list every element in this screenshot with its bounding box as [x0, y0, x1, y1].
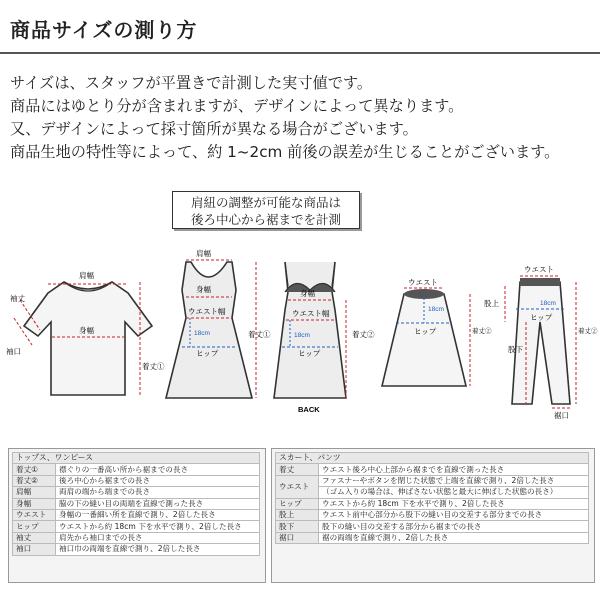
dress-kitake1-label: 着丈①: [248, 330, 271, 339]
back-label: BACK: [298, 405, 320, 414]
sodetake-label: 袖丈: [10, 294, 25, 303]
table-row: （ゴム入りの場合は、伸ばさない状態と最大に伸ばした状態の長さ）: [276, 487, 589, 498]
sodeguchi-label: 袖口: [6, 347, 21, 356]
table-row: 身幅 脇の下の縫い目の両端を直線で測った長さ: [13, 498, 260, 509]
table-row: 着丈 ウエスト後ろ中心上部から裾までを直線で測った長さ: [276, 464, 589, 475]
intro-text: [10, 72, 559, 164]
note-line: 後ろ中心から裾までを計測: [190, 212, 341, 227]
shoulder-strap-note: [172, 191, 360, 229]
skirt-hip-label: ヒップ: [414, 327, 437, 336]
tops-table-header: トップス、ワンピース: [13, 453, 260, 464]
strap-hip-label: ヒップ: [298, 349, 321, 358]
pants-matashita-label: 股下: [508, 345, 523, 354]
table-row: 着丈② 後ろ中心から裾までの長さ: [13, 475, 260, 486]
dress-hip-label: ヒップ: [196, 349, 219, 358]
skirt-diagram: [382, 278, 492, 386]
table-row: ウエスト ファスナーやボタンを閉じた状態で上端を直線で測り、2倍した長さ: [276, 475, 589, 486]
dress-katahaba-label: 肩幅: [196, 249, 211, 258]
strap-kitake2-label: 着丈②: [352, 330, 375, 339]
table-row: ヒップ ウエストから約 18cm 下を水平で測り、2倍した長さ: [276, 498, 589, 509]
table-row: 股下 股下の縫い目の交差する部分から裾までの長さ: [276, 521, 589, 532]
dress-west-label: ウエスト幅: [188, 307, 226, 316]
intro-line: サイズは、スタッフが平置きで計測した実寸値です。: [10, 74, 373, 92]
measurement-diagrams: [0, 238, 600, 428]
kitake1-label: 着丈①: [142, 362, 165, 371]
pants-kitake-label: 着丈②: [578, 328, 598, 335]
dress-diagram: [166, 248, 271, 398]
pants-hip-label: ヒップ: [530, 313, 553, 322]
katahaba-label: 肩幅: [79, 271, 94, 280]
skirt-kitake-label: 着丈②: [472, 328, 492, 335]
pants-18cm-label: 18cm: [540, 300, 556, 307]
bottoms-table-header: スカート、パンツ: [276, 453, 589, 464]
table-row: 裾口 裾の両端を直線で測り、2倍した長さ: [276, 532, 589, 543]
intro-line: 又、デザインによって採寸箇所が異なる場合がございます。: [10, 120, 418, 138]
pants-susoguchi-label: 裾口: [554, 411, 569, 420]
skirt-18cm-label: 18cm: [428, 306, 444, 313]
table-row: 袖丈 肩先から袖口までの長さ: [13, 532, 260, 543]
pants-diagram: [484, 265, 598, 420]
strap-dress-diagram: [274, 262, 375, 414]
bottoms-measurement-table: [275, 452, 589, 544]
note-line: 肩紐の調整が可能な商品は: [190, 195, 341, 210]
skirt-west-label: ウエスト: [408, 278, 438, 287]
table-row: 股上 ウエスト前中心部分から股下の縫い目の交差する部分までの長さ: [276, 509, 589, 520]
dress-mihaba-label: 身幅: [196, 285, 211, 294]
table-row: 肩幅 両肩の端から端までの長さ: [13, 487, 260, 498]
strap-west-label: ウエスト幅: [292, 309, 330, 318]
table-row: ウエスト 身幅の一番細い所を直線で測り、2倍した長さ: [13, 509, 260, 520]
table-row: ヒップ ウエストから約 18cm 下を水平で測り、2倍した長さ: [13, 521, 260, 532]
pants-west-label: ウエスト: [524, 265, 554, 274]
tops-measurement-table: [12, 452, 260, 556]
pants-matagami-label: 股上: [484, 299, 499, 308]
intro-line: 商品にはゆとり分が含まれますが、デザインによって異なります。: [10, 97, 464, 115]
table-row: 着丈① 襟ぐりの一番高い所から裾までの長さ: [13, 464, 260, 475]
strap-mihaba-label: 身幅: [300, 289, 315, 298]
intro-line: 商品生地の特性等によって、約 1~2cm 前後の誤差が生じることがございます。: [10, 143, 560, 161]
tshirt-diagram: [6, 270, 165, 395]
table-row: 袖口 袖口巾の両端を直線で測り、2倍した長さ: [13, 544, 260, 555]
title-divider: [0, 52, 600, 54]
strap-18cm-label: 18cm: [294, 332, 310, 339]
mihaba-label: 身幅: [79, 326, 94, 335]
page-title: 商品サイズの測り方: [10, 18, 198, 42]
dress-18cm-label: 18cm: [194, 330, 210, 337]
